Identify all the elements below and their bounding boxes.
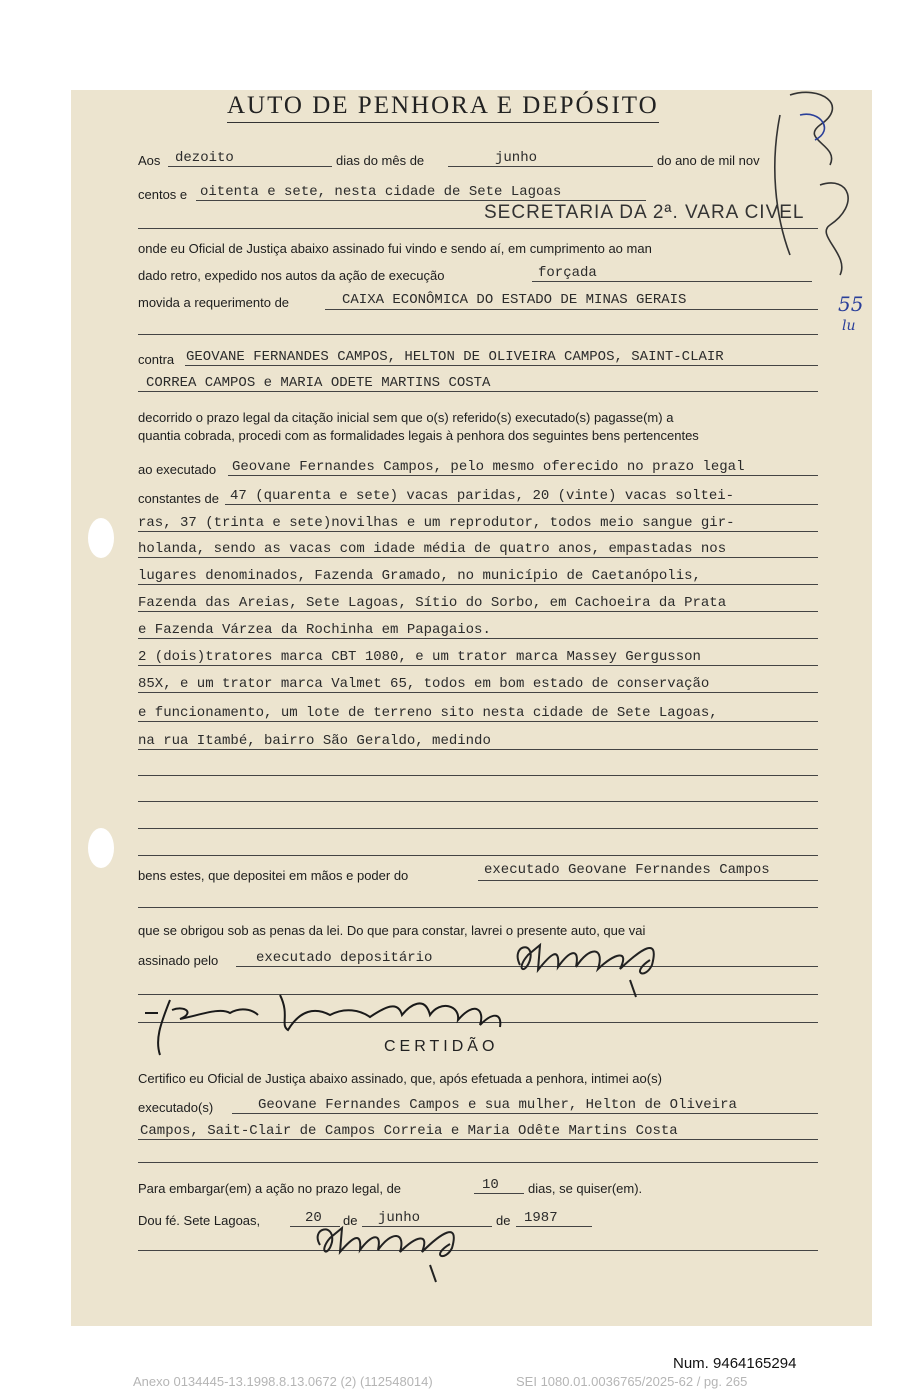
year-rule [196, 200, 646, 201]
blank-rule [138, 907, 818, 908]
date-de-label: de [343, 1213, 358, 1228]
label-assinado-pelo: assinado pelo [138, 953, 219, 968]
dias-se-quiser-label: dias, se quiser(em). [528, 1181, 643, 1196]
date-day-value: 20 [305, 1210, 322, 1226]
dado-line: dado retro, expedido nos autos da ação de execução [138, 268, 445, 283]
bens-estes-line: bens estes, que depositei em mãos e poder do [138, 868, 409, 883]
defendants-rule [185, 365, 818, 366]
debtor-signature [140, 985, 520, 1065]
label-constantes: constantes de [138, 491, 219, 506]
label-centos-e: centos e [138, 187, 188, 202]
days-rule [474, 1193, 524, 1194]
goods-line: ras, 37 (trinta e sete)novilhas e um reprodutor, todos meio sangue gir- [138, 515, 735, 531]
decorrido-line: decorrido o prazo legal da citação inicial sem que o(s) referido(s) executado(s) pagasse(m) a [138, 410, 674, 425]
para-embargar-label: Para embargar(em) a ação no prazo legal, de [138, 1181, 402, 1196]
goods-line: Fazenda das Areias, Sete Lagoas, Sítio do Sorbo, em Cachoeira da Prata [138, 595, 727, 611]
goods-line: holanda, sendo as vacas com idade média de quatro anos, empastadas nos [138, 541, 727, 557]
plaintiff-value: CAIXA ECONÔMICA DO ESTADO DE MINAS GERAIS [342, 292, 687, 308]
defendants-rule [138, 391, 818, 392]
date-year-rule [516, 1226, 592, 1227]
goods-rule [138, 749, 818, 750]
executados-value: Geovane Fernandes Campos e sua mulher, Helton de Oliveira [258, 1097, 737, 1113]
label-aos: Aos [138, 153, 161, 168]
defendants-line-2: CORREA CAMPOS e MARIA ODETE MARTINS COSTA [146, 375, 491, 391]
goods-line-1: 47 (quarenta e sete) vacas paridas, 20 (vinte) vacas soltei- [230, 488, 735, 504]
goods-rule [138, 584, 818, 585]
goods-line: 2 (dois)tratores marca CBT 1080, e um trator marca Massey Gergusson [138, 649, 701, 665]
executado-value: Geovane Fernandes Campos, pelo mesmo oferecido no prazo legal [232, 459, 745, 475]
label-ao-executado: ao executado [138, 462, 217, 477]
day-rule [168, 166, 332, 167]
executado-rule [228, 475, 818, 476]
punch-hole [88, 828, 114, 868]
label-executados: executado(s) [138, 1100, 214, 1115]
blank-rule [138, 801, 818, 802]
label-movida: movida a requerimento de [138, 295, 290, 310]
dou-fe-label: Dou fé. Sete Lagoas, [138, 1213, 261, 1228]
goods-rule [138, 638, 818, 639]
blank-rule [138, 828, 818, 829]
certidao-line-1: Certifico eu Oficial de Justiça abaixo assinado, que, após efetuada a penhora, intimei ao(s) [138, 1071, 662, 1086]
assinado-value: executado depositário [256, 950, 433, 966]
certidao-heading: CERTIDÃO [384, 1038, 499, 1055]
margin-scribble [760, 85, 870, 285]
goods-rule [138, 557, 818, 558]
goods-rule [138, 611, 818, 612]
blank-rule [138, 228, 818, 229]
blank-rule [138, 1162, 818, 1163]
year-city-value: oitenta e sete, nesta cidade de Sete Lagoas [200, 184, 562, 200]
depositario-value: executado Geovane Fernandes Campos [484, 862, 770, 878]
month-value: junho [495, 150, 538, 166]
label-contra: contra [138, 352, 175, 367]
footer-sei: SEI 1080.01.0036765/2025-62 / pg. 265 [516, 1374, 748, 1389]
label-dias-do-mes: dias do mês de [336, 153, 425, 168]
certidao-signature [290, 1210, 510, 1290]
date-year-value: 1987 [524, 1210, 558, 1226]
executados-value-2: Campos, Sait-Clair de Campos Correia e Maria Odête Martins Costa [140, 1123, 678, 1139]
secretaria-stamp: SECRETARIA DA 2ª. VARA CIVEL [484, 202, 805, 223]
goods-rule [138, 721, 818, 722]
day-value: dezoito [175, 150, 234, 166]
footer-anexo: Anexo 0134445-13.1998.8.13.0672 (2) (112548014) [133, 1374, 433, 1389]
goods-rule [138, 665, 818, 666]
goods-rule [138, 692, 818, 693]
blank-rule [138, 334, 818, 335]
blank-rule [138, 775, 818, 776]
document-title: AUTO DE PENHORA E DEPÓSITO [227, 92, 659, 123]
defendants-line-1: GEOVANE FERNANDES CAMPOS, HELTON DE OLIVEIRA CAMPOS, SAINT-CLAIR [186, 349, 724, 365]
label-do-ano: do ano de mil nov [657, 153, 760, 168]
executados-rule [138, 1139, 818, 1140]
depositario-rule [478, 880, 818, 881]
blank-rule [138, 855, 818, 856]
que-se-line: que se obrigou sob as penas da lei. Do que para constar, lavrei o presente auto, que vai [138, 923, 646, 938]
initials-note: lu [842, 318, 856, 334]
executados-rule [232, 1113, 818, 1114]
quantia-line: quantia cobrada, procedi com as formalidades legais à penhora dos seguintes bens pertencentes [138, 428, 699, 443]
date-de-label: de [496, 1213, 511, 1228]
plaintiff-rule [325, 309, 818, 310]
goods-line: na rua Itambé, bairro São Geraldo, medindo [138, 733, 491, 749]
goods-line: 85X, e um trator marca Valmet 65, todos em bom estado de conservação [138, 676, 710, 692]
month-rule [448, 166, 653, 167]
goods-rule [138, 531, 818, 532]
goods-line: lugares denominados, Fazenda Gramado, no município de Caetanópolis, [138, 568, 701, 584]
onde-line: onde eu Oficial de Justiça abaixo assinado fui vindo e sendo aí, em cumprimento ao man [138, 241, 652, 256]
goods-rule [225, 504, 818, 505]
document-number: Num. 9464165294 [673, 1355, 797, 1372]
date-month-value: junho [378, 1210, 421, 1226]
goods-line: e Fazenda Várzea da Rochinha em Papagaios. [138, 622, 491, 638]
days-value: 10 [482, 1177, 499, 1193]
punch-hole [88, 518, 114, 558]
goods-line: e funcionamento, um lote de terreno sito nesta cidade de Sete Lagoas, [138, 705, 718, 721]
action-value: forçada [538, 265, 597, 281]
page-number-note: 55 [838, 292, 864, 316]
